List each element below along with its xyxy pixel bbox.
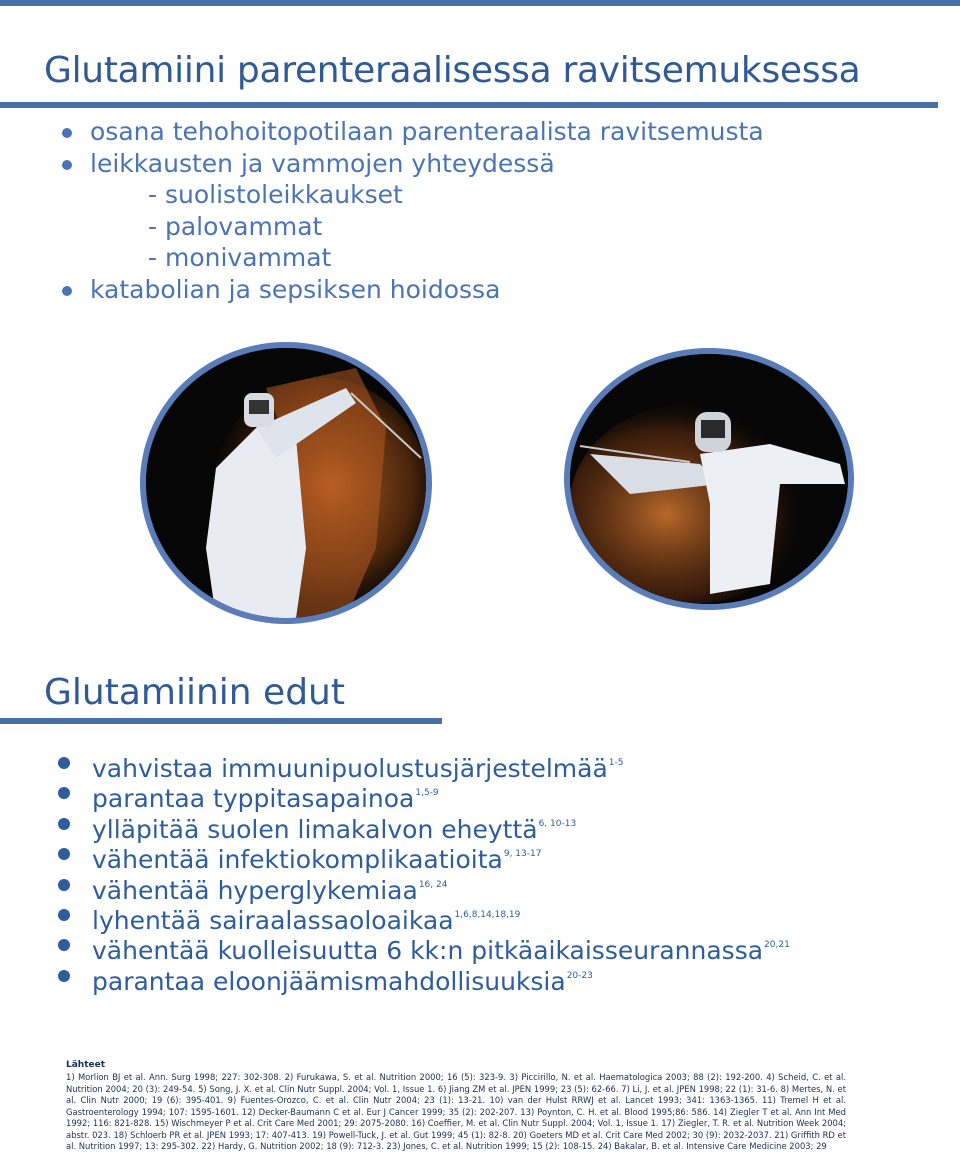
benefit-text: vähentää infektiokomplikaatioita <box>92 845 503 875</box>
uses-list <box>60 116 764 305</box>
benefits-list <box>58 748 790 996</box>
fencer-photo-left <box>140 342 432 624</box>
uses-subitem: - suolistoleikkaukset <box>148 180 403 209</box>
uses-item: osana tehohoitopotilaan parenteraalista ravitsemusta <box>60 116 764 148</box>
benefit-ref: 20,21 <box>764 940 790 951</box>
fencer-photo-right <box>564 348 854 610</box>
references <box>66 1060 846 1153</box>
references-title: Lähteet <box>66 1060 106 1070</box>
benefits-underline <box>0 718 442 724</box>
benefit-ref: 1,5-9 <box>415 788 439 799</box>
benefit-item <box>58 870 790 905</box>
benefit-ref: 1-5 <box>608 758 624 768</box>
benefit-ref: 1,6,8,14,18,19 <box>454 909 521 920</box>
benefit-ref: 16, 24 <box>418 879 448 890</box>
benefit-text: vahvistaa immuunipuolustusjärjestelmää <box>92 754 608 783</box>
benefit-ref: 6, 10-13 <box>538 818 577 829</box>
benefit-item <box>58 961 790 996</box>
benefits-title: Glutamiinin edut <box>44 672 345 713</box>
benefit-text: lyhentää sairaalassaoloaikaa <box>92 905 454 935</box>
uses-item: leikkausten ja vammojen yhteydessä <box>60 148 764 180</box>
title-underline <box>0 102 938 108</box>
benefit-item <box>58 900 790 935</box>
benefit-text: parantaa typpitasapainoa <box>92 784 415 814</box>
benefit-text: vähentää kuolleisuutta 6 kk:n pitkäaikaisseurannassa <box>92 936 764 966</box>
benefit-item <box>58 748 790 783</box>
uses-subitem: - palovammat <box>148 211 323 241</box>
benefit-item <box>58 930 790 966</box>
benefit-text: ylläpitää suolen limakalvon eheyttä <box>92 814 538 844</box>
benefit-text: vähentää hyperglykemiaa <box>92 875 418 905</box>
benefit-ref: 9, 13-17 <box>503 849 542 860</box>
uses-item: katabolian ja sepsiksen hoidossa <box>60 274 764 306</box>
uses-subitem: - monivammat <box>148 243 332 272</box>
page-title: Glutamiini parenteraalisessa ravitsemuksessa <box>44 50 861 91</box>
benefit-item <box>58 778 790 814</box>
benefit-text: parantaa eloonjäämismahdollisuuksia <box>92 966 566 996</box>
benefit-item <box>58 809 790 844</box>
benefit-item <box>58 839 790 875</box>
references-text: 1) Morlion BJ et al. Ann. Surg 1998; 227: 302-308. 2) Furukawa, S. et al. Nutrition 2000; 16 (5): 323-9. 3) Piccirillo, N. et al. Haematologica 2003; 88 (2): 192-200. 4) Scheid, C. et al. Nutrition 2004; 20 (3): 249-54. 5) Song, J. X. et al. Clin Nutr Suppl. 2004; Vol. 1, Issue 1. 6) Jiang ZM et al. JPEN 1999; 23 (5): 62-66. 7) Li, J. et al. JPEN 1998; 22 (1): 31-6. 8) Mertes, N. et al. Clin Nutr 2000; 19 (6): 395-401. 9) Fuentes-Orozco, C. et al. Clin Nutr 2004; 23 (1): 13-21. 10) van der Hulst RRWJ et al. Lancet 1993; 341: 1363-1365. 11) Tremel H et al. Gastroenterology 1994; 107: 1595-1601. 12) Decker-Baumann C et al. Eur J Cancer 1999; 35 (2): 202-207. 13) Poynton, C. H. et al. Blood 1995;86: 586. 14) Ziegler T et al. Ann Int Med 1992; 116: 821-828. 15) Wischmeyer P et al. Crit Care Med 2001; 29: 2075-2080. 16) Coeffier, M. et al. Clin Nutr Suppl. 2004; Vol. 1, Issue 1. 17) Ziegler, T. R. et al. Nutrition Week 2004; abstr. 023. 18) Schloerb PR et al. JPEN 1993; 17: 407-413. 19) Powell-Tuck, J. et al. Gut 1999; 45 (1): 82-8. 20) Goeters MD et al. Crit Care Med 2002; 30 (9): 2032-2037. 21) Griffith RD et al. Nutrition 1997; 13: 295-302. 22) Hardy, G. Nutrition 2002; 18 (9): 712-3. 23) Jones, C. et al. Nutrition 1999; 15 (2): 108-15. 24) Bakalar, B. et al. Intensive Care Medicine 2003; 29 <box>66 1072 846 1151</box>
benefit-ref: 20-23 <box>566 970 593 981</box>
top-rule <box>0 0 960 6</box>
